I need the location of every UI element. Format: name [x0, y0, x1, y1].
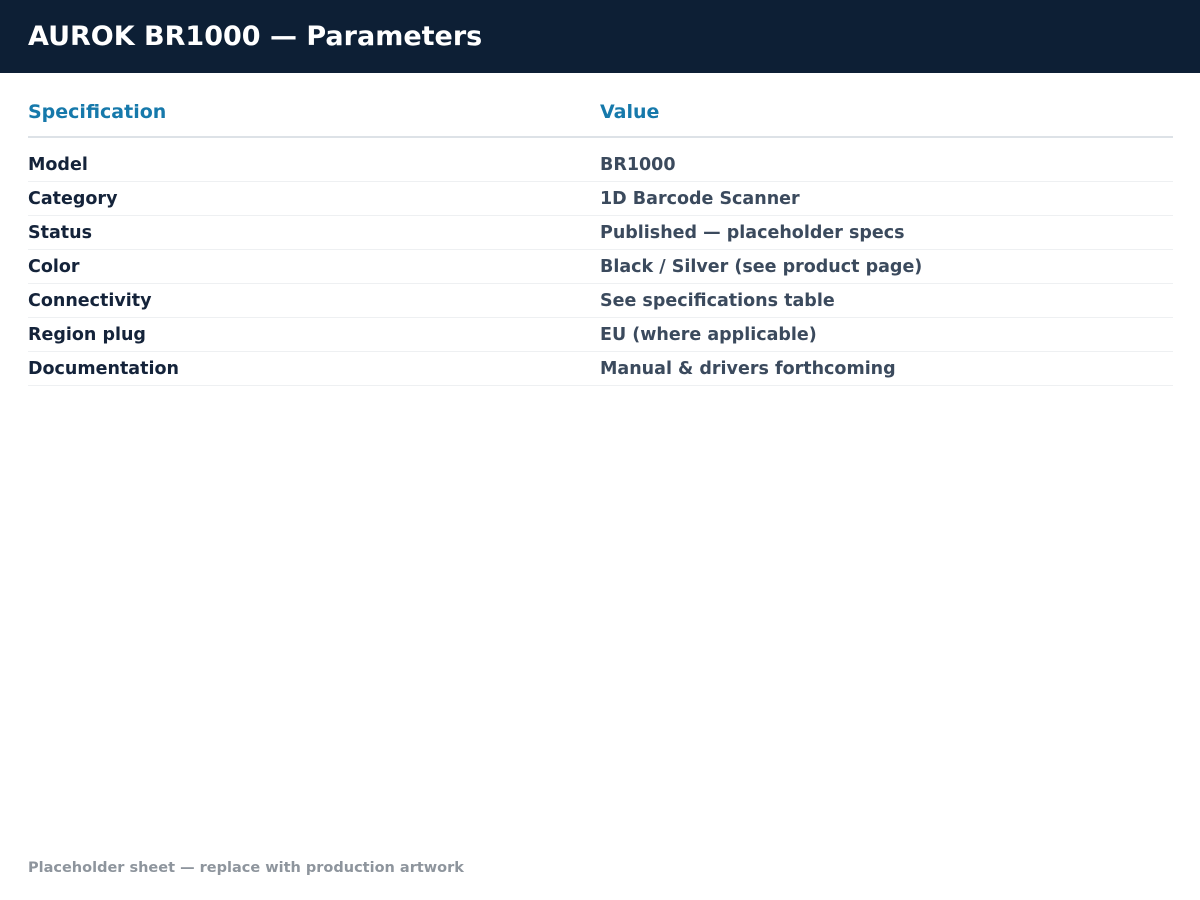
table-row-color — [28, 250, 1173, 284]
spec-label: Model — [28, 155, 88, 175]
spec-table — [28, 96, 1173, 386]
table-row-status — [28, 216, 1173, 250]
header-bar — [0, 0, 1200, 73]
column-header-specification: Specification — [28, 101, 167, 123]
spec-label: Connectivity — [28, 291, 152, 311]
footer-note: Placeholder sheet — replace with production artwork — [28, 860, 464, 876]
table-header — [28, 96, 1173, 138]
spec-label: Status — [28, 223, 93, 243]
table-row-category — [28, 182, 1173, 216]
column-header-value: Value — [600, 101, 660, 123]
spec-label: Color — [28, 257, 80, 277]
spec-label: Region plug — [28, 325, 146, 345]
spec-label: Category — [28, 189, 118, 209]
spec-value: See specifications table — [600, 291, 835, 311]
spec-value: Manual & drivers forthcoming — [600, 359, 896, 379]
spec-value: EU (where applicable) — [600, 325, 817, 345]
spec-value: Black / Silver (see product page) — [600, 257, 923, 277]
table-row-connectivity — [28, 284, 1173, 318]
spec-label: Documentation — [28, 359, 179, 379]
spec-value: BR1000 — [600, 155, 676, 175]
page-title: AUROK BR1000 — Parameters — [28, 21, 483, 52]
table-row-region-plug — [28, 318, 1173, 352]
table-row-model — [28, 148, 1173, 182]
table-row-documentation — [28, 352, 1173, 386]
table-body — [28, 148, 1173, 386]
spec-value: 1D Barcode Scanner — [600, 189, 800, 209]
spec-value: Published — placeholder specs — [600, 223, 905, 243]
